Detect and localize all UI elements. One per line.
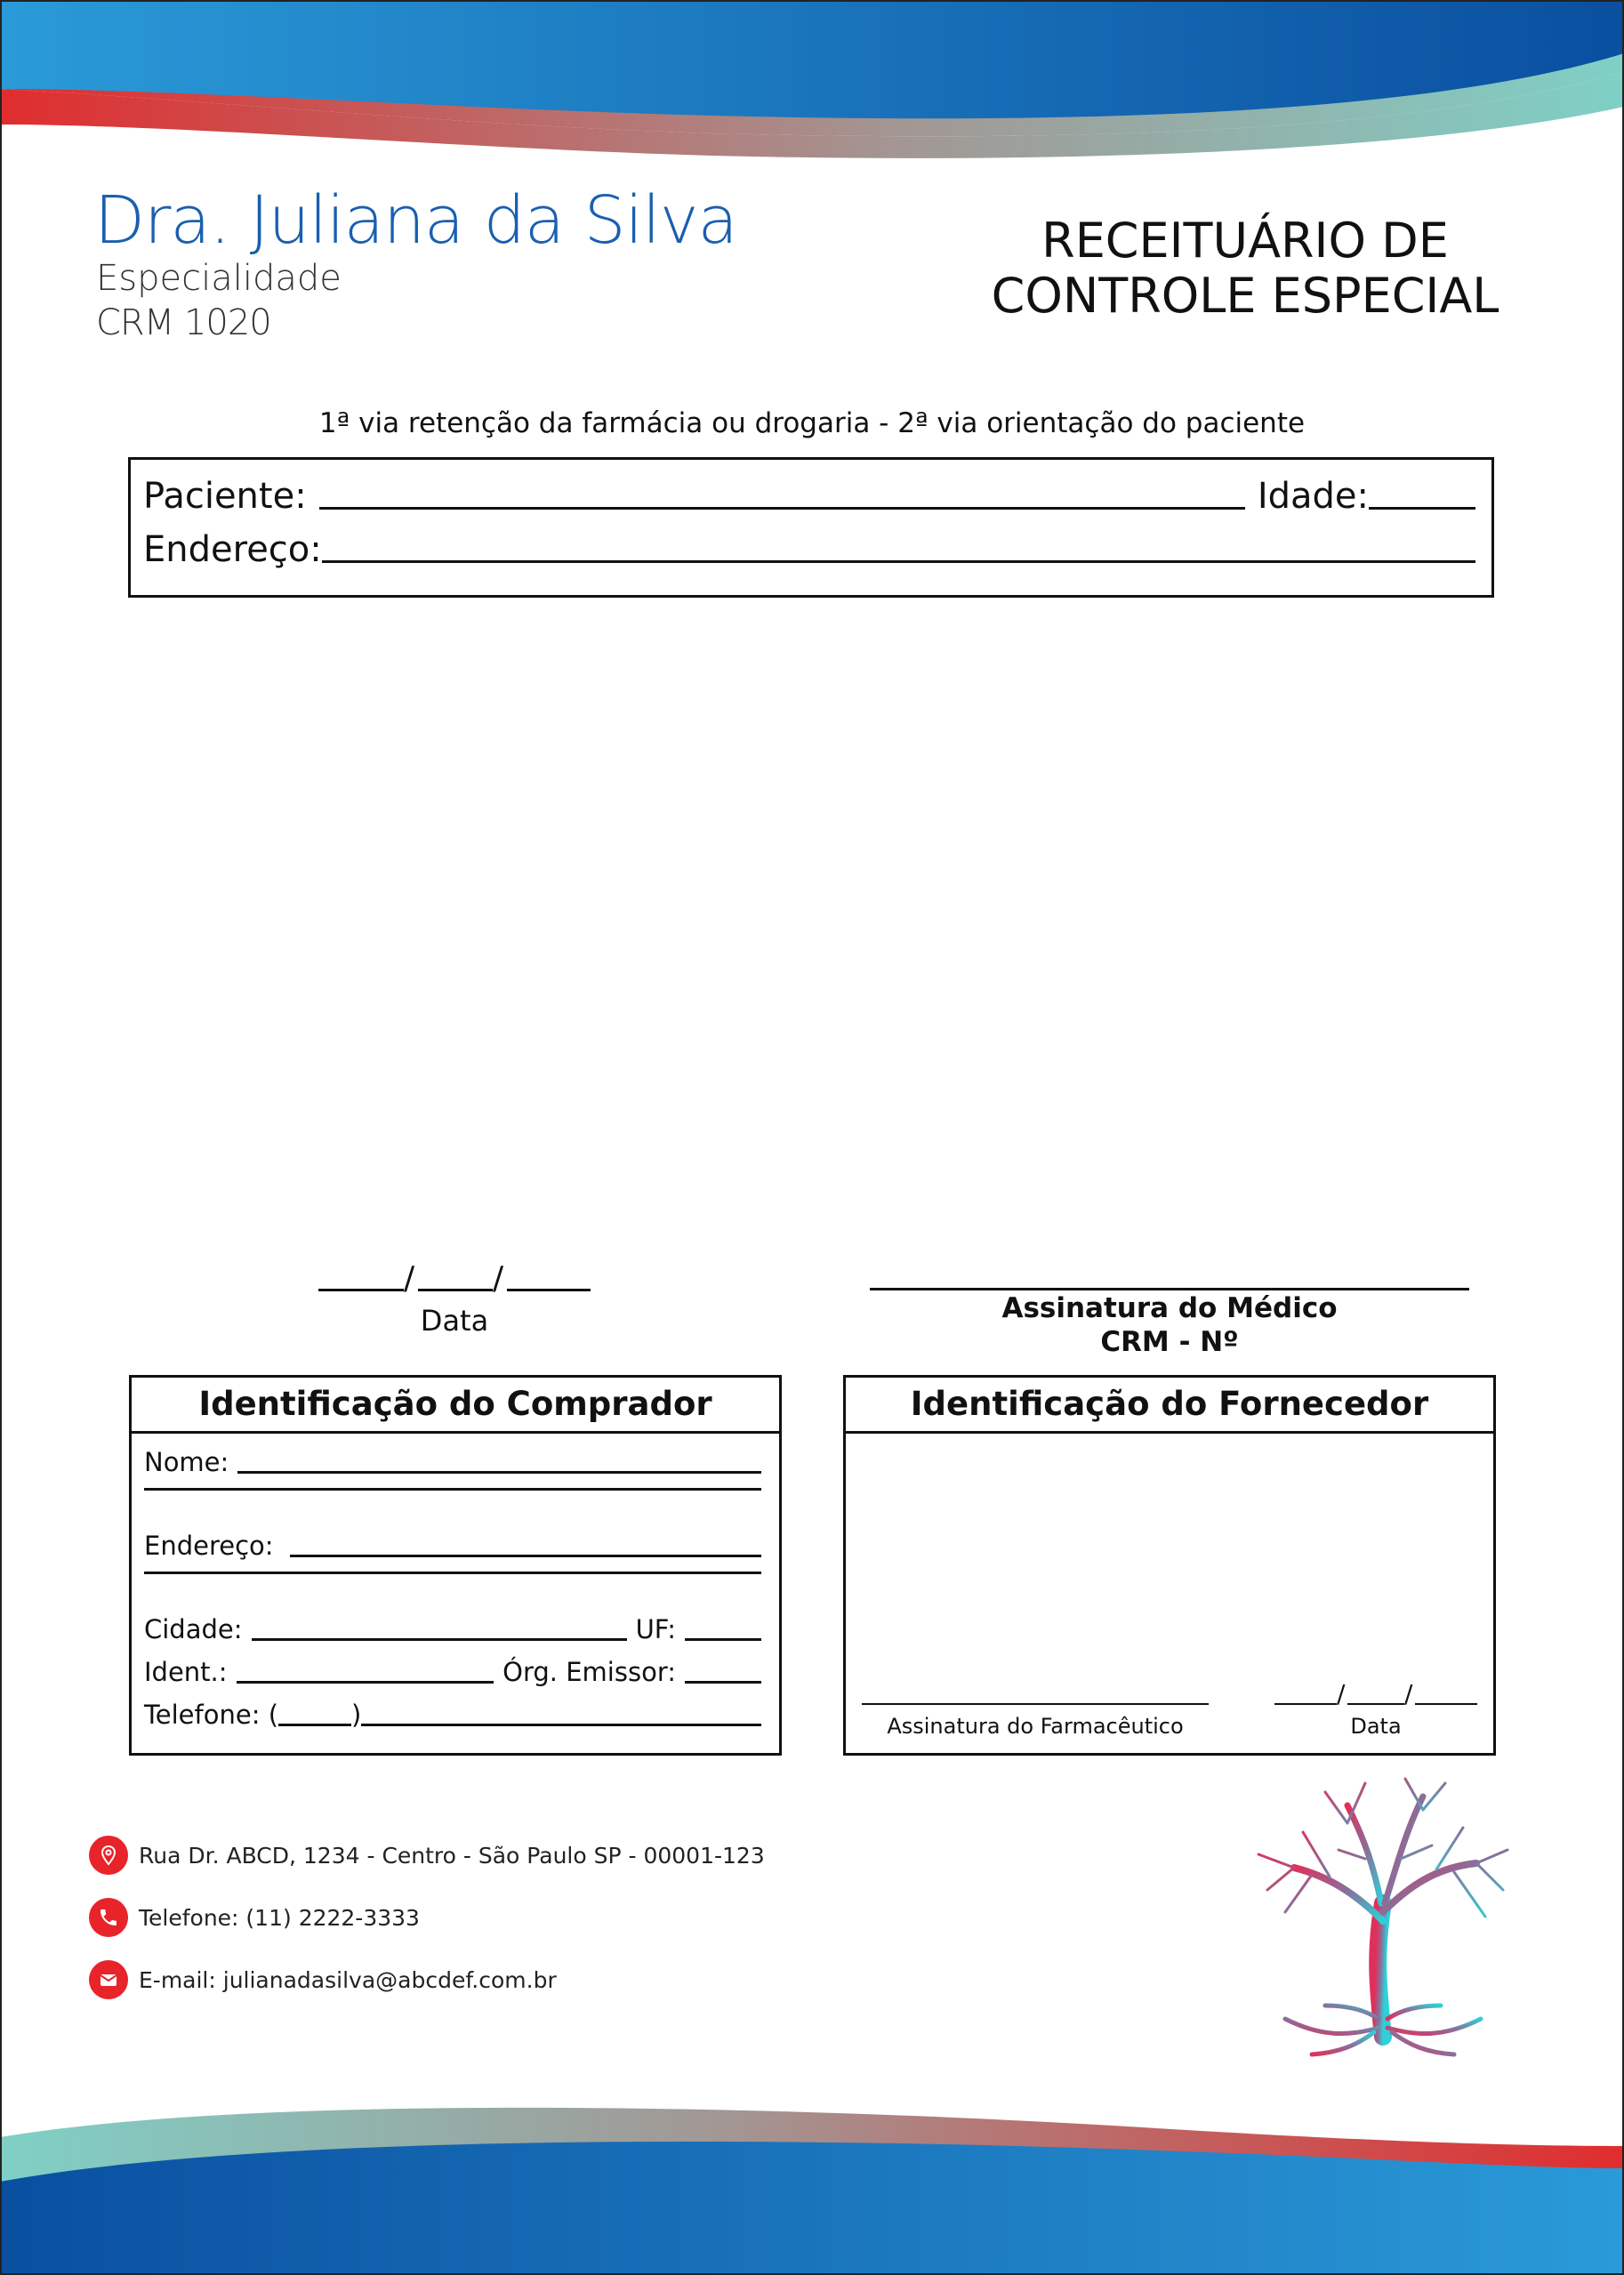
endereco-field[interactable] (322, 560, 1475, 563)
tree-logo-icon (1241, 1770, 1525, 2063)
uf-field[interactable] (685, 1638, 761, 1641)
nome-row-2 (144, 1488, 761, 1494)
orgao-emissor-field[interactable] (685, 1681, 761, 1684)
endereco-row-2 (144, 1572, 761, 1578)
telefone-close-paren: ) (351, 1700, 362, 1730)
idade-field[interactable] (1369, 507, 1475, 510)
doctor-name: Dra. Juliana da Silva (94, 182, 737, 259)
idade-label: Idade: (1257, 476, 1369, 517)
farmaceutico-signature-line[interactable] (862, 1703, 1209, 1705)
cidade-row (144, 1614, 761, 1644)
cidade-field[interactable] (252, 1638, 627, 1641)
endereco-row (143, 529, 1475, 570)
comprador-title: Identificação do Comprador (132, 1378, 779, 1434)
date-label: Data (420, 1304, 489, 1338)
nome-row (144, 1447, 761, 1477)
ident-label: Ident.: (144, 1657, 228, 1687)
contact-email (89, 1960, 557, 1999)
doctor-signature-line[interactable] (870, 1288, 1469, 1290)
fornecedor-box (843, 1375, 1496, 1756)
patient-box (128, 457, 1494, 598)
fornecedor-title: Identificação do Fornecedor (846, 1378, 1493, 1434)
cidade-label: Cidade: (144, 1614, 243, 1644)
title-line-1: RECEITUÁRIO DE (1041, 213, 1449, 269)
address-text: Rua Dr. ABCD, 1234 - Centro - São Paulo SP - 00001-123 (139, 1842, 765, 1869)
date-field[interactable]: / / (318, 1265, 591, 1291)
title-line-2: CONTROLE ESPECIAL (991, 268, 1499, 324)
endereco-comprador-field-2[interactable] (144, 1572, 761, 1574)
ident-row (144, 1657, 761, 1687)
telefone-ddd-field[interactable] (278, 1724, 351, 1726)
email-text: E-mail: julianadasilva@abcdef.com.br (139, 1966, 557, 1993)
farmaceutico-label: Assinatura do Farmacêutico (887, 1714, 1184, 1739)
contact-phone (89, 1898, 420, 1937)
location-pin-icon (89, 1836, 128, 1875)
doctor-signature-label (870, 1291, 1469, 1359)
paciente-label: Paciente: (143, 476, 307, 517)
orgao-emissor-label: Órg. Emissor: (502, 1657, 676, 1687)
nome-label: Nome: (144, 1447, 229, 1477)
endereco-comprador-field[interactable] (290, 1555, 761, 1557)
phone-text: Telefone: (11) 2222-3333 (139, 1904, 420, 1931)
contact-address (89, 1836, 765, 1875)
email-icon (89, 1960, 128, 1999)
telefone-field[interactable] (361, 1724, 761, 1726)
assinatura-medico-label: Assinatura do Médico (1001, 1292, 1338, 1324)
via-instructions: 1ª via retenção da farmácia ou drogaria - 2ª via orientação do paciente (318, 407, 1306, 439)
endereco-comprador-row (144, 1531, 761, 1561)
doctor-specialty: Especialidade (96, 258, 342, 299)
endereco-comprador-label: Endereço: (144, 1531, 274, 1561)
uf-label: UF: (635, 1614, 676, 1644)
doctor-crm: CRM 1020 (96, 302, 271, 343)
nome-field-2[interactable] (144, 1488, 761, 1491)
phone-icon (89, 1898, 128, 1937)
fornecedor-date-label: Data (1350, 1714, 1402, 1739)
document-title (987, 213, 1503, 324)
fornecedor-date-field[interactable]: / / (1274, 1684, 1477, 1705)
patient-row (143, 476, 1475, 517)
nome-field[interactable] (237, 1471, 761, 1474)
telefone-label: Telefone: ( (144, 1700, 279, 1730)
comprador-box (129, 1375, 782, 1756)
crm-number-label: CRM - Nº (1100, 1326, 1239, 1358)
paciente-field[interactable] (319, 507, 1245, 510)
telefone-row (144, 1700, 761, 1730)
endereco-label: Endereço: (143, 529, 322, 570)
ident-field[interactable] (237, 1681, 494, 1684)
